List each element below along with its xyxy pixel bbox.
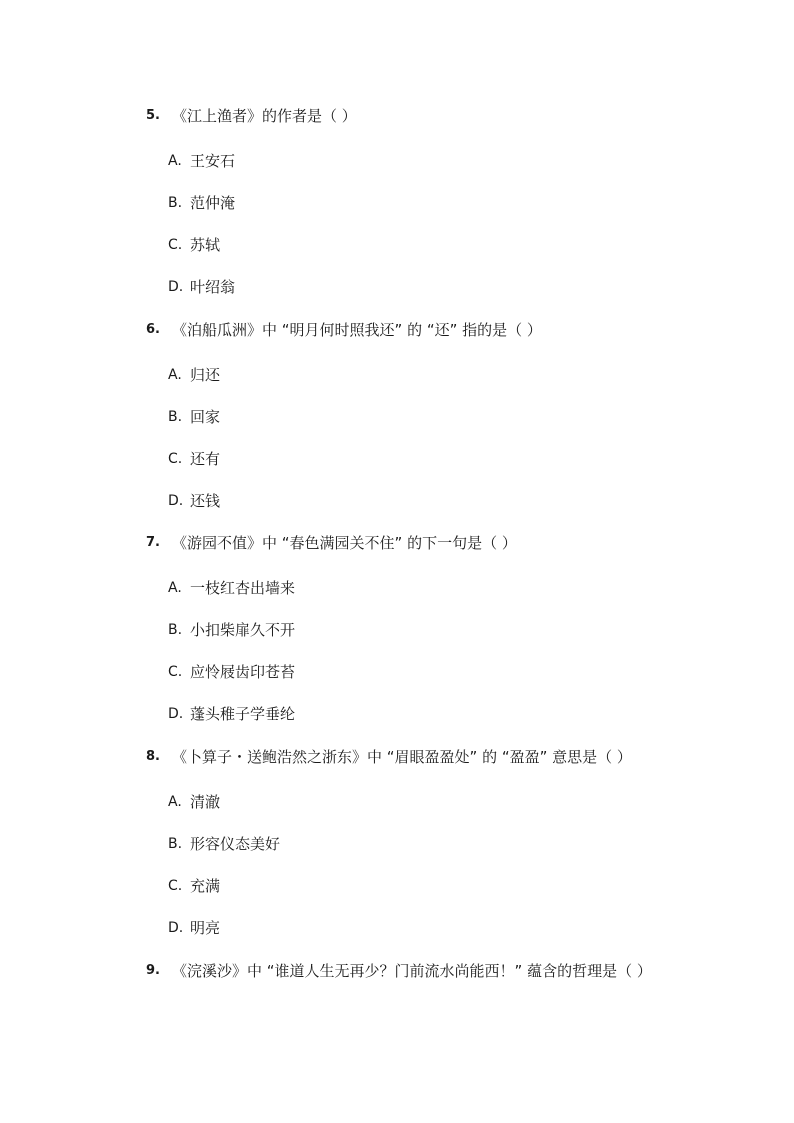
question-stem (146, 102, 706, 130)
question-8 (146, 743, 706, 939)
option-text: 苏轼 (190, 236, 221, 254)
option-letter: A. (168, 367, 182, 383)
question-stem (146, 529, 706, 557)
option-d (168, 703, 706, 725)
question-stem (146, 743, 706, 771)
option-letter: A. (168, 794, 182, 810)
option-d (168, 917, 706, 939)
option-b (168, 619, 706, 641)
option-list (168, 791, 706, 939)
question-text: 《江上渔者》的作者是（ ） (172, 107, 357, 125)
option-text: 明亮 (190, 919, 221, 937)
option-text: 王安石 (190, 152, 236, 170)
question-number: 6. (146, 322, 160, 337)
option-text: 归还 (190, 366, 221, 384)
option-a (168, 150, 706, 172)
option-letter: D. (168, 493, 184, 509)
option-list (168, 577, 706, 725)
question-text: 《卜算子・送鲍浩然之浙东》中 “眉眼盈盈处” 的 “盈盈” 意思是（ ） (172, 748, 632, 766)
option-letter: B. (168, 195, 183, 211)
option-c (168, 448, 706, 470)
option-b (168, 192, 706, 214)
option-text: 蓬头稚子学垂纶 (190, 705, 296, 723)
option-text: 叶绍翁 (190, 278, 236, 296)
option-text: 充满 (190, 877, 221, 895)
option-letter: C. (168, 451, 183, 467)
question-9 (146, 957, 706, 985)
question-6 (146, 316, 706, 512)
option-text: 还有 (190, 450, 221, 468)
option-letter: D. (168, 706, 184, 722)
option-letter: D. (168, 920, 184, 936)
option-letter: C. (168, 878, 183, 894)
option-text: 小扣柴扉久不开 (190, 621, 296, 639)
question-number: 5. (146, 108, 160, 123)
question-7 (146, 529, 706, 725)
option-text: 应怜屐齿印苍苔 (190, 663, 296, 681)
option-list (168, 150, 706, 298)
option-c (168, 661, 706, 683)
option-c (168, 234, 706, 256)
question-stem (146, 316, 706, 344)
option-b (168, 406, 706, 428)
option-letter: D. (168, 279, 184, 295)
question-text: 《浣溪沙》中 “谁道人生无再少？门前流水尚能西！” 蕴含的哲理是（ ） (172, 962, 652, 980)
option-text: 形容仪态美好 (190, 835, 281, 853)
question-number: 9. (146, 963, 160, 978)
question-number: 7. (146, 535, 160, 550)
option-text: 回家 (190, 408, 221, 426)
option-text: 还钱 (190, 492, 221, 510)
question-stem (146, 957, 706, 985)
option-a (168, 364, 706, 386)
question-5 (146, 102, 706, 298)
option-letter: B. (168, 836, 183, 852)
option-text: 清澈 (190, 793, 221, 811)
option-letter: B. (168, 409, 183, 425)
question-number: 8. (146, 749, 160, 764)
option-list (168, 364, 706, 512)
option-d (168, 276, 706, 298)
option-d (168, 490, 706, 512)
option-a (168, 577, 706, 599)
option-letter: A. (168, 580, 182, 596)
option-c (168, 875, 706, 897)
option-a (168, 791, 706, 813)
option-b (168, 833, 706, 855)
option-letter: C. (168, 664, 183, 680)
question-text: 《游园不值》中 “春色满园关不住” 的下一句是（ ） (172, 534, 517, 552)
option-text: 范仲淹 (190, 194, 236, 212)
question-text: 《泊船瓜洲》中 “明月何时照我还” 的 “还” 指的是（ ） (172, 321, 542, 339)
option-text: 一枝红杏出墙来 (190, 579, 296, 597)
option-letter: B. (168, 622, 183, 638)
option-letter: A. (168, 153, 182, 169)
option-letter: C. (168, 237, 183, 253)
